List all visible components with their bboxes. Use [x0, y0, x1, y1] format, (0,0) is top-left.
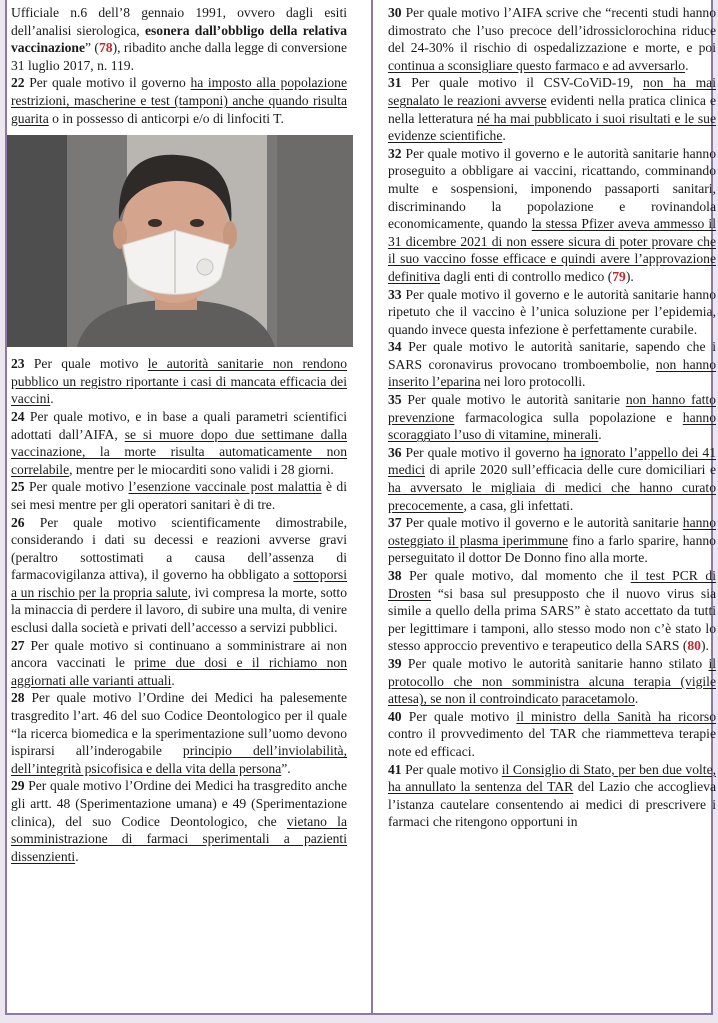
question-number: 35 [388, 392, 402, 408]
question-number: 38 [388, 568, 402, 583]
text-segment: nei loro protocolli. [480, 374, 586, 390]
question-number: 26 [11, 514, 25, 530]
question-24 [11, 408, 347, 478]
text-segment: Per quale motivo le autorità sanitarie [401, 392, 626, 408]
question-number: 33 [388, 286, 402, 302]
text-segment: continua a sconsigliare questo farmaco e ad avversarlo [388, 57, 686, 73]
question-31 [388, 74, 716, 144]
text-segment: Per quale motivo il governo [401, 444, 564, 460]
question-25 [11, 478, 347, 513]
text-segment: Per quale motivo [401, 761, 502, 777]
text-segment: del Lazio che accoglieva l’istanza cautelare consentendo ai medici di prescrivere i farmaci che ritengono opportuni in [388, 779, 716, 830]
question-number: 29 [11, 778, 25, 794]
question-40 [388, 708, 716, 761]
text-segment: il test PCR di Drosten [388, 568, 716, 601]
text-segment: Per quale motivo, e in base a quali parametri scientifici adottati dall’AIFA, [11, 408, 347, 442]
reference-number: 79 [612, 268, 626, 284]
text-segment: hanno osteggiato il plasma iperimmune [388, 515, 716, 548]
text-segment: principio dell’inviolabilità, dell’integrità psicofisica e della vita della persona [11, 743, 347, 776]
text-segment: né ha mai pubblicato i suoi risultati e le sue evidenze scientifiche [388, 110, 717, 144]
text-segment: non hanno fatto prevenzione [388, 392, 716, 425]
question-22 [11, 74, 347, 127]
text-segment: ” ( [85, 40, 99, 56]
text-segment: . [502, 128, 506, 144]
paragraph-intro [11, 4, 347, 74]
column-divider [371, 0, 373, 1015]
text-segment: la stessa Pfizer aveva ammesso il 31 dicembre 2021 di non essere sicura di poter provare che il suo vaccino fosse efficace e quindi avere l’approvazione definitiva [388, 216, 716, 284]
question-32 [388, 145, 716, 286]
question-39 [388, 655, 716, 708]
masked-man-photo [7, 135, 353, 347]
text-segment: . [598, 427, 602, 443]
text-segment: Per quale motivo [24, 356, 148, 372]
text-segment: Per quale motivo il CSV-CoViD-19, [401, 75, 644, 91]
question-number: 23 [11, 356, 25, 372]
question-33 [388, 286, 716, 339]
left-column [11, 4, 347, 865]
reference-number: 80 [687, 638, 701, 654]
text-segment: . [75, 848, 79, 864]
question-number: 40 [388, 708, 402, 724]
text-segment: prime due dosi e il richiamo non aggiornati alle varianti attuali [11, 655, 347, 688]
text-segment: evidenti nella pratica clinica e nella letteratura [388, 92, 716, 126]
text-segment: dagli enti di controllo medico ( [440, 268, 613, 284]
question-36 [388, 444, 716, 514]
question-number: 37 [388, 515, 402, 531]
text-segment: Per quale motivo il governo e le autorità sanitarie hanno ripetuto che il vaccino è l’unica soluzione per l’epidemia, quando invece questa infezione è perfettamente curabile. [388, 286, 716, 337]
question-34 [388, 338, 716, 391]
text-segment: Per quale motivo le autorità sanitarie hanno stilato [401, 655, 709, 671]
text-segment: ). [625, 268, 634, 284]
question-35 [388, 391, 716, 444]
text-segment: ). [700, 638, 709, 654]
question-number: 25 [11, 479, 25, 495]
photo-illustration [7, 135, 353, 347]
question-number: 22 [11, 75, 25, 91]
reference-number: 78 [98, 40, 113, 56]
text-segment: le autorità sanitarie non rendono pubblico un registro riportante i casi di mancata efficacia dei vaccini [11, 356, 348, 407]
text-segment: hanno scoraggiato l’uso di vitamine, minerali [388, 409, 716, 443]
text-segment: contro il provvedimento del TAR che riammetteva terapie note ed efficaci. [388, 726, 716, 759]
question-28 [11, 689, 347, 777]
text-segment: Per quale motivo l’AIFA scrive che “recenti studi hanno dimostrato che l’uso precoce dell’idrossiclorochina riduce del 24-30% il rischio di ospedalizzazione e morte, e poi [388, 5, 716, 56]
question-number: 24 [11, 408, 25, 424]
text-segment: Per quale motivo il governo e le autorità sanitarie [401, 515, 683, 531]
question-38 [388, 567, 716, 655]
text-segment: esonera dall’obbligo della relativa vaccinazione [11, 22, 348, 56]
text-segment: , a casa, gli infettati. [463, 497, 574, 513]
right-column [388, 4, 716, 831]
text-segment: ha avversato le migliaia di medici che hanno curato precocemente [388, 480, 716, 513]
text-segment: Per quale motivo l’Ordine dei Medici ha palesemente trasgredito l’art. 46 del suo Codice Deontologico per il quale “la ricerca biomedica e la sperimentazione sull’uomo devono ispirarsi all’inderogabile [11, 690, 347, 759]
text-segment: ha imposto alla popolazione restrizioni, mascherine e test (tamponi) anche quando risulta guarita [11, 75, 347, 126]
text-segment: se si muore dopo due settimane dalla vaccinazione, la morte risulta automaticamente non correlabile [11, 426, 347, 477]
magazine-page [5, 0, 717, 1015]
text-segment: . [50, 391, 54, 407]
question-number: 27 [11, 637, 25, 653]
question-26 [11, 514, 347, 637]
text-segment: l’esenzione vaccinale post malattia [128, 479, 322, 495]
text-segment: Per quale motivo [24, 479, 129, 495]
text-segment: Ufficiale n.6 dell’8 gennaio 1991, ovvero dagli esiti dell’analisi sierologica, [11, 5, 347, 38]
question-number: 31 [388, 75, 402, 91]
text-segment: di aprile 2020 sull’efficacia delle cure domiciliari e [425, 462, 716, 478]
text-segment: fino a farlo sparire, hanno perseguitato il dottor De Donno fino alla morte. [388, 532, 716, 566]
text-segment: . [685, 57, 689, 73]
text-segment: non ha mai segnalato le reazioni avverse [388, 75, 716, 108]
text-segment: “si basa sul presupposto che il nuovo virus sia simile a quello della prima SARS” è stato accettato da tutti per legittimare i tamponi, allo stesso modo non c’è stato lo stesso approccio preventivo e terapeutico della SARS ( [388, 585, 716, 654]
text-segment: sottoporsi a un rischio per la propria salute [11, 567, 347, 600]
text-segment: , ivi compresa la morte, sotto la minaccia di perdere il lavoro, di subire una multa, di venire esclusi dalla società e privati dell’accesso a servizi pubblici. [11, 584, 347, 636]
text-segment: il ministro della Sanità ha ricorso [516, 708, 716, 724]
text-segment: non hanno inserito l’eparina [388, 356, 716, 390]
question-number: 30 [388, 5, 402, 20]
question-41 [388, 761, 716, 831]
text-segment: vietano la somministrazione di farmaci sperimentali a pazienti dissenzienti [11, 813, 347, 864]
text-segment: ”. [281, 760, 291, 776]
text-segment: Per quale motivo si continuano a somministrare ai non ancora vaccinati le [11, 637, 347, 671]
question-number: 36 [388, 444, 402, 460]
text-segment: ha ignorato l’appello dei 41 medici [388, 444, 716, 478]
question-number: 41 [388, 761, 402, 777]
question-27 [11, 637, 347, 690]
text-segment: Per quale motivo le autorità sanitarie, sapendo che i SARS coronavirus provocano tromboembolie, [388, 339, 716, 372]
text-segment: il Consiglio di Stato, per ben due volte, ha annullato la sentenza del TAR [388, 761, 717, 795]
text-segment: Per quale motivo, dal momento che [401, 568, 631, 583]
question-number: 28 [11, 690, 25, 706]
text-segment: è di sei mesi mentre per gli operatori sanitari è di tre. [11, 479, 348, 512]
question-29 [11, 777, 347, 865]
text-segment: Per quale motivo scientificamente dimostrabile, considerando i dati su decessi e reazioni avverse gravi (peraltro sottostimati a causa dell’assenza di farmacovigilanza attiva), il governo ha obbligato a [11, 514, 347, 583]
text-segment: Per quale motivo l’Ordine dei Medici ha trasgredito anche gli artt. 48 (Sperimentazione umana) e 49 (Sperimentazione clinica), del suo Codice Deontologico, che [11, 778, 347, 829]
text-segment: il protocollo che non somministra alcuna terapia (vigile attesa), se non il controindicato paracetamolo [388, 655, 716, 707]
question-number: 32 [388, 145, 402, 161]
text-segment: farmacologica sulla popolazione e [454, 409, 683, 425]
question-number: 39 [388, 655, 402, 671]
text-segment: . [634, 691, 639, 707]
text-segment: ), ribadito anche dalla legge di conversione 31 luglio 2017, n. 119. [11, 40, 347, 73]
question-37 [388, 514, 716, 567]
text-segment: Per quale motivo [401, 708, 517, 724]
text-segment: Per quale motivo il governo [24, 75, 191, 91]
question-30 [388, 4, 716, 74]
question-23 [11, 355, 347, 408]
question-number: 34 [388, 339, 402, 355]
text-segment: Per quale motivo il governo e le autorità sanitarie hanno proseguito a obbligare ai vaccini, ricattando, comminando multe e sospensioni, imponendo passaporti sanitari, discriminando la popolazione e rovinandola economicamente, quando [388, 145, 716, 232]
text-segment: o in possesso di anticorpi e/o di linfociti T. [48, 110, 284, 126]
text-segment: . [171, 672, 175, 688]
text-segment: , mentre per le miocarditi sono validi i 28 giorni. [69, 461, 334, 477]
